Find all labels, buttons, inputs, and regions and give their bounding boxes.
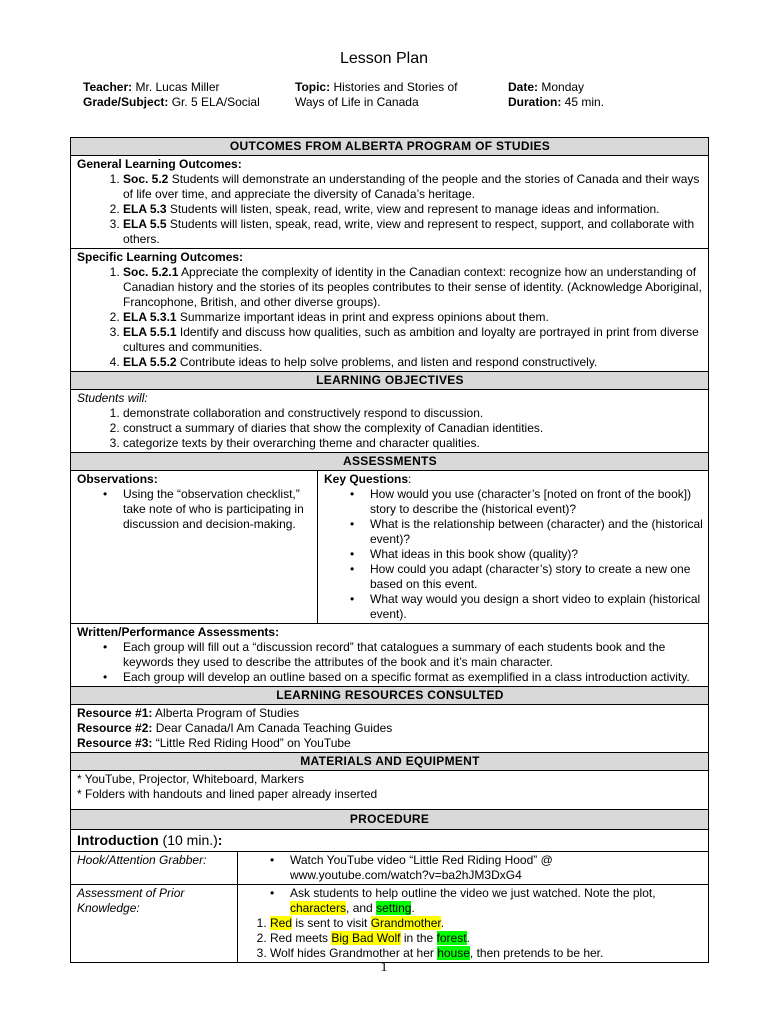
list-item: 1. Red is sent to visit Grandmother. [270, 916, 703, 931]
assessments-heading: ASSESSMENTS [71, 453, 709, 471]
prior-knowledge-label: Assessment of Prior Knowledge: [71, 885, 238, 963]
date-value: Monday [541, 80, 585, 94]
written-assessments-list [77, 640, 703, 685]
list-item: Resource #2: Dear Canada/I Am Canada Teaching Guides [77, 721, 393, 735]
list-item: Resource #3: “Little Red Riding Hood” on YouTube [77, 736, 351, 750]
list-item: • Watch YouTube video “Little Red Riding Hood” @ www.youtube.com/watch?v=ba2hJM3DxG4 [244, 853, 703, 883]
header-left [83, 80, 260, 110]
observations-cell [71, 471, 318, 624]
list-item: * Folders with handouts and lined paper already inserted [77, 787, 378, 801]
introduction-time: (10 min.) [158, 832, 218, 848]
list-item: 1. demonstrate collaboration and constructively respond to discussion. [123, 406, 703, 421]
youtube-link: www.youtube.com/watch?v=ba2hJM3DxG4 [290, 868, 522, 882]
outcomes-heading: OUTCOMES FROM ALBERTA PROGRAM OF STUDIES [71, 138, 709, 156]
list-item: • Using the “observation checklist,” take note of who is participating in discussion and decision-making. [77, 487, 312, 532]
objectives-cell [71, 390, 709, 453]
topic-value: Histories and Stories of [333, 80, 458, 94]
teacher-value: Mr. Lucas Miller [135, 80, 220, 94]
story-steps-list [224, 916, 703, 961]
specific-outcomes-heading: Specific Learning Outcomes: [77, 250, 244, 264]
list-item: 3. Wolf hides Grandmother at her house, then pretends to be her. [270, 946, 703, 961]
topic-label: Topic: [295, 80, 331, 94]
prior-knowledge-cell [238, 885, 709, 963]
written-assessments-cell [71, 624, 709, 687]
page-title: Lesson Plan [339, 50, 429, 67]
general-outcomes-heading: General Learning Outcomes: [77, 157, 242, 171]
hook-label: Hook/Attention Grabber: [71, 852, 238, 885]
list-item: • Ask students to help outline the video we just watched. Note the plot, characters, and setting. [244, 886, 703, 916]
general-outcomes-list [77, 172, 703, 247]
list-item: 1. Soc. 5.2 Students will demonstrate an understanding of the people and the stories of Canada and their ways of life over time, and appreciate the diversity of Canada’s heritage. [123, 172, 703, 202]
list-item: 4. ELA 5.5.2 Contribute ideas to help solve problems, and listen and respond constructively. [123, 355, 703, 370]
materials-heading: MATERIALS AND EQUIPMENT [71, 753, 709, 771]
list-item: 3. categorize texts by their overarching theme and character qualities. [123, 436, 703, 451]
general-outcomes-cell [71, 156, 709, 249]
resources-heading: LEARNING RESOURCES CONSULTED [71, 687, 709, 705]
topic-value-line2: Ways of Life in Canada [295, 95, 419, 109]
prior-knowledge-list [244, 886, 703, 916]
objectives-intro: Students will: [77, 391, 148, 405]
observations-list [77, 487, 312, 532]
list-item: • How would you use (character’s [noted on front of the book]) story to describe the (historical event)? [324, 487, 703, 517]
grade-value: Gr. 5 ELA/Social [171, 95, 260, 109]
hook-cell [238, 852, 709, 885]
grade-label: Grade/Subject: [83, 95, 169, 109]
specific-outcomes-list [77, 265, 703, 370]
date-label: Date: [508, 80, 539, 94]
list-item: • What is the relationship between (character) and the (historical event)? [324, 517, 703, 547]
list-item: 3. ELA 5.5.1 Identify and discuss how qualities, such as ambition and loyalty are portrayed in print from diverse cultures and communities. [123, 325, 703, 355]
key-questions-cell: Key Questions: • How would you use (character’s [noted on front of the book]) story to describe the (historical event)? • What is the relationship between (character) and the (historical event)? • What ideas in this book show (quality)? • How could you adapt (character’s) story to create a new one based on this event. • What way would you design a short video to explain (historical event). [318, 471, 709, 624]
hook-list [244, 853, 703, 883]
specific-outcomes-cell [71, 249, 709, 372]
list-item: • Each group will fill out a “discussion record” that catalogues a summary of each students book and the keywords they used to describe the attributes of the book and it’s main character. [77, 640, 703, 670]
list-item: 2. Red meets Big Bad Wolf in the forest. [270, 931, 703, 946]
page-number: 1 [380, 960, 388, 975]
observations-heading: Observations: [77, 472, 158, 486]
list-item: 1. Soc. 5.2.1 Appreciate the complexity of identity in the Canadian context: recognize how an understanding of Canadian history and the stories of its peoples contributes to their sense of identity. (Acknowledge Aboriginal, Francophone, British, and other diverse groups). [123, 265, 703, 310]
materials-cell [71, 771, 709, 810]
list-item: Resource #1: Alberta Program of Studies [77, 706, 300, 720]
key-questions-heading: Key Questions [324, 472, 409, 486]
objectives-heading: LEARNING OBJECTIVES [71, 372, 709, 390]
list-item: 2. ELA 5.3 Students will listen, speak, read, write, view and represent to manage ideas and information. [123, 202, 703, 217]
procedure-heading: PROCEDURE [71, 810, 709, 830]
teacher-label: Teacher: [83, 80, 133, 94]
written-assessments-heading: Written/Performance Assessments: [77, 625, 280, 639]
duration-value: 45 min. [564, 95, 605, 109]
list-item: 2. ELA 5.3.1 Summarize important ideas in print and express opinions about them. [123, 310, 703, 325]
list-item: • Each group will develop an outline based on a specific format as exemplified in a class introduction activity. [77, 670, 703, 685]
list-item: 2. construct a summary of diaries that show the complexity of Canadian identities. [123, 421, 703, 436]
introduction-row: Introduction (10 min.): [71, 830, 709, 852]
header-right [508, 80, 604, 110]
list-item: • How could you adapt (character’s) story to create a new one based on this event. [324, 562, 703, 592]
header-middle [295, 80, 458, 110]
introduction-label: Introduction [77, 832, 159, 848]
resources-cell [71, 705, 709, 753]
duration-label: Duration: [508, 95, 562, 109]
lesson-plan-table [70, 137, 709, 963]
list-item: • What ideas in this book show (quality)? [324, 547, 703, 562]
list-item: * YouTube, Projector, Whiteboard, Markers [77, 772, 305, 786]
key-questions-list [324, 487, 703, 622]
list-item: 3. ELA 5.5 Students will listen, speak, read, write, view and represent to respect, support, and collaborate with others. [123, 217, 703, 247]
list-item: • What way would you design a short video to explain (historical event). [324, 592, 703, 622]
objectives-list [77, 406, 703, 451]
